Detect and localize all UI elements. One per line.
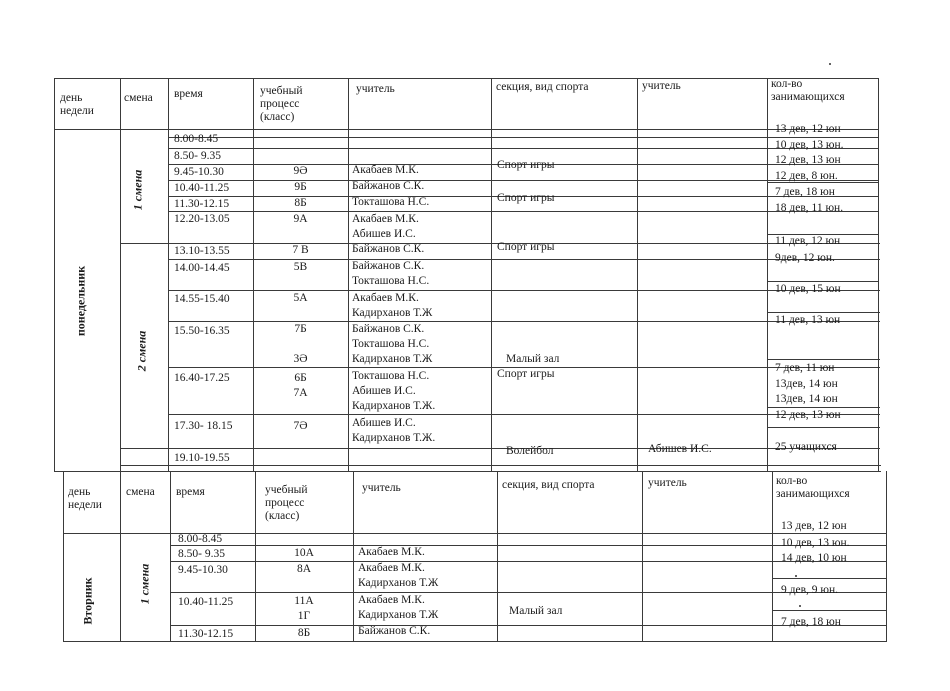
- scan-mark: [799, 605, 801, 607]
- mon-time-8: 14.55-15.40: [174, 293, 230, 305]
- tue-count-1: 14 дев, 10 юн: [781, 552, 847, 564]
- day-label-tuesday: Вторник: [80, 577, 95, 625]
- header2-day: день недели: [68, 486, 102, 511]
- mon-time-4: 11.30-12.15: [174, 198, 230, 210]
- tue-class-3: 11А 1Г: [294, 595, 314, 622]
- header2-count: кол-во занимающихся: [776, 475, 850, 500]
- header2-teacher: учитель: [362, 482, 401, 494]
- tue-time-2: 9.45-10.30: [178, 564, 228, 576]
- tue-time-0: 8.00-8.45: [178, 533, 223, 545]
- header-process: учебный процесс (класс): [260, 85, 303, 123]
- mon-teacher-3: Байжанов С.К.: [352, 180, 425, 192]
- monday-header-count: 13 дев, 12 юн: [775, 123, 841, 135]
- scan-mark: [795, 575, 797, 577]
- mon-count-4: 18 дев, 11 юн.: [775, 202, 844, 214]
- header2-process: учебный процесс (класс): [265, 484, 308, 522]
- header-day: день недели: [60, 92, 94, 117]
- mon-class-9b: 3Ә: [293, 353, 308, 365]
- tue-count-3: 7 дев, 18 юн: [781, 616, 841, 628]
- tue-time-3: 10.40-11.25: [178, 596, 234, 608]
- mon-time-6: 13.10-13.55: [174, 245, 230, 257]
- mon-section-10: Спорт игры: [497, 368, 555, 380]
- header2-section: секция, вид спорта: [502, 479, 595, 491]
- mon-class-6: 7 В: [292, 244, 309, 256]
- mon-section-6: Спорт игры: [497, 241, 555, 253]
- mon-time-7: 14.00-14.45: [174, 262, 230, 274]
- mon-time-0: 8.00-8.45: [174, 133, 219, 145]
- header2-teacher2: учитель: [648, 477, 687, 489]
- mon-class-2: 9Ә: [293, 165, 308, 177]
- mon-class-4: 8Б: [294, 197, 307, 209]
- mon-count-3: 7 дев, 18 юн: [775, 186, 835, 198]
- header-shift: смена: [124, 92, 153, 104]
- mon-class-10: 6Б 7А: [293, 372, 308, 399]
- tue-teacher-4: Байжанов С.К.: [358, 625, 431, 637]
- mon-class-3: 9Б: [294, 181, 307, 193]
- mon-count-5: 11 дев, 12 юн: [775, 235, 841, 247]
- mon-count-12: 25 учащихся: [775, 441, 837, 453]
- mon-teacher-7: Байжанов С.К. Токташова Н.С.: [352, 260, 430, 287]
- header-time: время: [174, 88, 203, 100]
- mon-teacher-5: Акабаев М.К. Абишев И.С.: [352, 213, 419, 240]
- header-count: кол-во занимающихся: [771, 78, 845, 103]
- scan-mark: [829, 63, 831, 65]
- mon-class-11: 7Ә: [293, 420, 308, 432]
- tue-count-2: 9 дев, 9 юн.: [781, 584, 839, 596]
- mon-class-5: 9А: [293, 213, 308, 225]
- mon-section-12: Волейбол: [506, 445, 554, 457]
- tue-class-2: 8А: [296, 563, 312, 575]
- header-teacher: учитель: [356, 83, 395, 95]
- mon-time-1: 8.50- 9.35: [174, 150, 221, 162]
- tue-section-3: Малый зал: [509, 605, 563, 617]
- mon-section-9: Малый зал: [506, 353, 560, 365]
- mon-class-7: 5В: [293, 261, 308, 273]
- header2-time: время: [176, 486, 205, 498]
- mon-class-8: 5А: [293, 292, 308, 304]
- mon-time-10: 16.40-17.25: [174, 372, 230, 384]
- mon-teacher-8: Акабаев М.К. Кадирханов Т.Ж: [352, 292, 433, 319]
- shift-label-tuesday-1: 1 смена: [137, 563, 152, 605]
- mon-class-9: 7Б: [294, 323, 307, 335]
- mon-teacher-11: Абишев И.С. Кадирханов Т.Ж.: [352, 417, 436, 444]
- mon-time-2: 9.45-10.30: [174, 166, 224, 178]
- mon-time-11: 17.30- 18.15: [174, 420, 233, 432]
- mon-teacher-9: Байжанов С.К. Токташова Н.С. Кадирханов Т.Ж: [352, 323, 433, 365]
- mon-teacher-4: Токташова Н.С.: [352, 196, 430, 208]
- tuesday-header-count: 13 дев, 12 юн: [781, 520, 847, 532]
- day-label-monday: понедельник: [73, 265, 88, 337]
- mon-section-2: Спорт игры: [497, 159, 555, 171]
- mon-teacher-10: Токташова Н.С. Абишев И.С. Кадирханов Т.Ж.: [352, 370, 436, 412]
- mon-count-10: 13дев, 14 юн 13дев, 14 юн: [775, 378, 838, 405]
- mon-teacher-2: Акабаев М.К.: [352, 164, 419, 176]
- mon-count-1: 12 дев, 13 юн: [775, 154, 841, 166]
- tue-time-1: 8.50- 9.35: [178, 548, 225, 560]
- mon-count-9: 7 дев, 11 юн: [775, 362, 835, 374]
- tue-class-4: 8Б: [297, 627, 311, 639]
- shift-label-monday-1: 1 смена: [130, 169, 145, 211]
- mon-count-11: 12 дев, 13 юн: [775, 409, 841, 421]
- tue-teacher-2: Акабаев М.К. Кадирханов Т.Ж: [358, 562, 439, 589]
- mon-time-3: 10.40-11.25: [174, 182, 230, 194]
- mon-section-4: Спорт игры: [497, 192, 555, 204]
- mon-count-0: 10 дев, 13 юн.: [775, 139, 844, 151]
- mon-teacher2-12: Абишев И.С.: [648, 443, 712, 455]
- mon-time-12: 19.10-19.55: [174, 452, 230, 464]
- shift-label-monday-2: 2 смена: [134, 330, 149, 372]
- header2-shift: смена: [126, 486, 155, 498]
- tue-time-4: 11.30-12.15: [178, 628, 234, 640]
- tue-teacher-3: Акабаев М.К. Кадирханов Т.Ж: [358, 594, 439, 621]
- mon-count-6: 9дев, 12 юн.: [775, 252, 835, 264]
- tue-class-1: 10А: [294, 547, 314, 559]
- tue-teacher-1: Акабаев М.К.: [358, 546, 425, 558]
- tue-count-0: 10 дев, 13 юн.: [781, 537, 850, 549]
- header-section: секция, вид спорта: [496, 81, 589, 93]
- mon-time-5: 12.20-13.05: [174, 213, 230, 225]
- mon-time-9: 15.50-16.35: [174, 325, 230, 337]
- mon-count-2: 12 дев, 8 юн.: [775, 170, 838, 182]
- mon-count-8: 11 дев, 13 юн: [775, 314, 841, 326]
- mon-teacher-6: Байжанов С.К.: [352, 243, 425, 255]
- mon-count-7: 10 дев, 15 юн: [775, 283, 841, 295]
- header-teacher2: учитель: [642, 80, 681, 92]
